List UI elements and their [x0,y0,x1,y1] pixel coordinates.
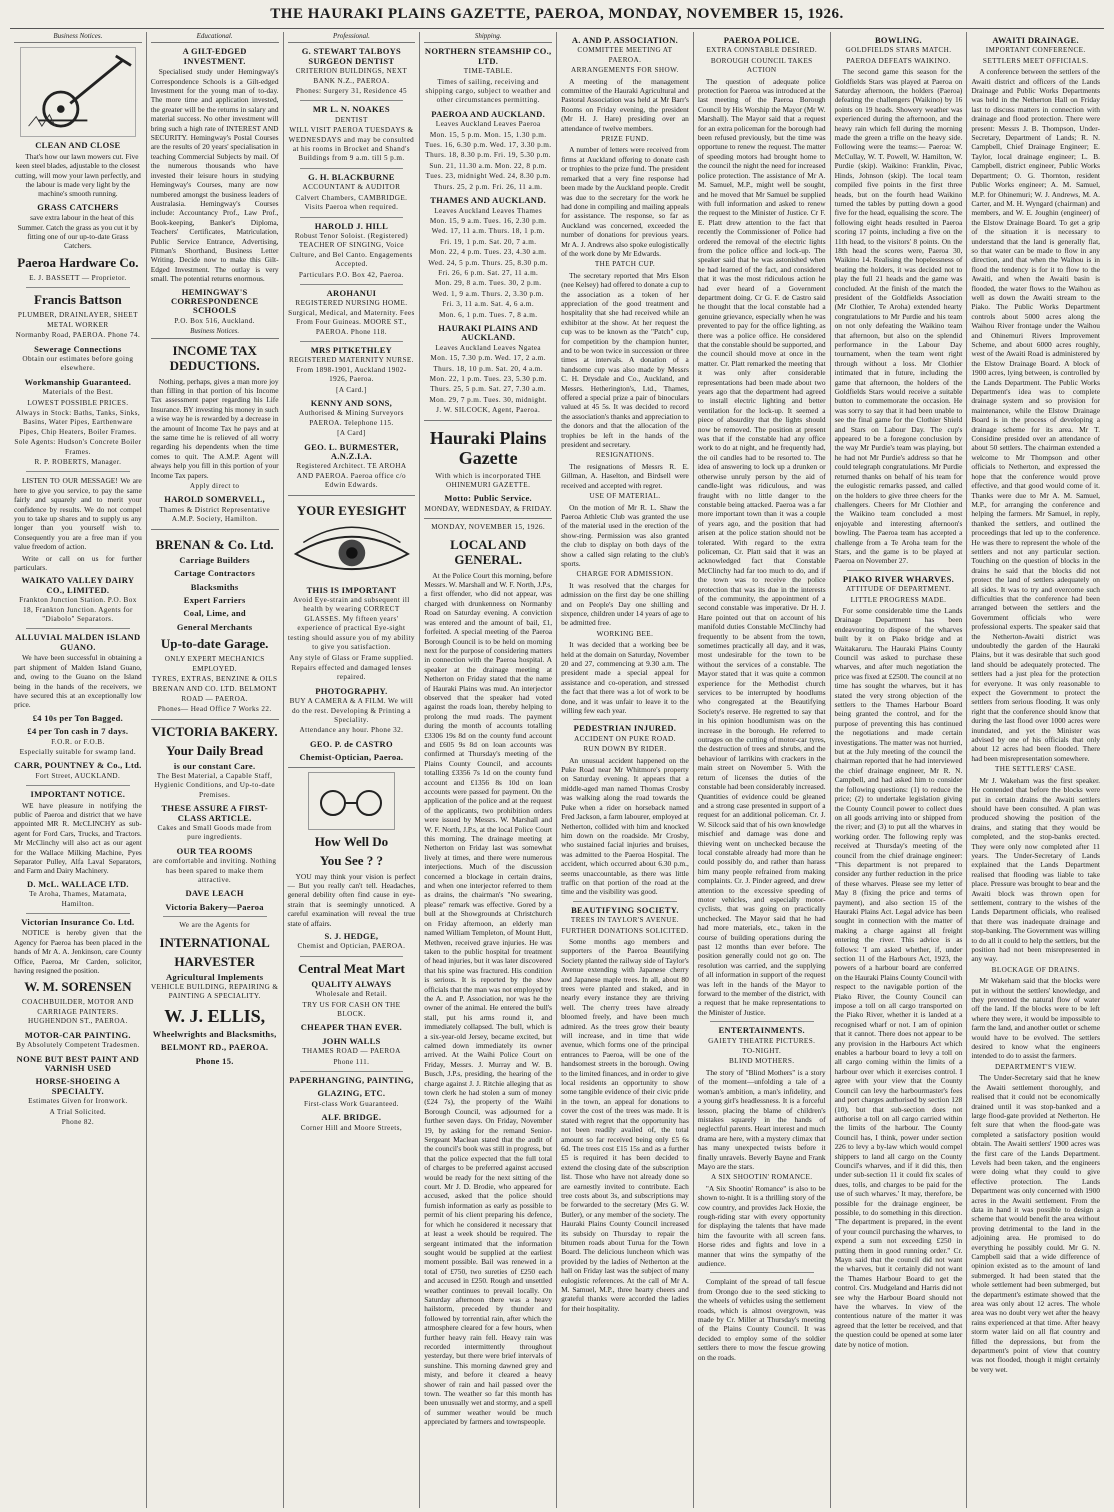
competent: By Absolutely Competent Tradesmen. [16,1041,140,1050]
route-2: THAMES AND AUCKLAND. [430,195,547,206]
tearooms-body: are comfortable and inviting. Nothing has been spared to make them attractive. [152,857,277,885]
police-sub-2: BOROUGH COUNCIL TAKES ACTION [710,56,813,75]
sewer-title: Sewerage Connections [34,343,122,354]
ap-head: RESIGNATIONS. [595,451,655,460]
blackburne-name: G. H. BLACKBURNE [308,171,395,182]
mechanics: ONLY EXPERT MECHANICS EMPLOYED. [164,655,265,673]
columns [10,32,1104,1508]
route-row: Mon. 15, 5 p.m. Mon. 15, 1.30 p.m. [429,130,547,139]
route-row: Tues. 23, midnight Wed. 24, 8.30 p.m. [425,172,551,181]
ent-sub-3: BLIND MOTHERS. [728,1057,795,1066]
brenan-line: Expert Farriers [183,594,246,605]
section-head: Business Notices. [151,327,279,338]
bridge-name: ALF. BRIDGE. [321,1112,382,1123]
route-row: Mon. 22, 4 p.m. Tues. 23, 4.30 a.m. [429,248,547,257]
howwell-2: You See ? ? [319,852,384,868]
guano-note: Especially suitable for swamp land. [19,747,137,756]
lawn-mower-illustration [20,47,136,137]
gilt-title: A GILT-EDGED INVESTMENT. [182,46,247,66]
days: MONDAY, WEDNESDAY, & FRIDAY. [424,504,552,513]
steamship-name: NORTHERN STEAMSHIP CO., LTD. [424,46,552,66]
guano-price-2: £4 per Ton cash in 7 days. [27,726,129,737]
somerville-role: Thames & District Representative A.M.P. Society, Hamilton. [159,505,271,524]
noakes-role: DENTIST [335,115,368,124]
walls-address: THAMES ROAD — PAEROA [302,1047,401,1056]
ped-title: PEDESTRIAN INJURED. [573,723,677,734]
dave: DAVE LEACH [185,888,244,899]
attendance: Attendance any hour. Phone 32. [299,726,404,735]
ent-body: The story of "Blind Mothers" is a story of the moment—unfolding a tale of a woman's ambition, a man's infidelity, and a young girl's headlessness. It is a forceful lesson, placing the blame of children's mistakes squarely in the hands of neglectful parents. Heart interest and much drama are here, with a mystery climax that has many unexpected twists before it finally unravels. Beverly Bayne and Frank Mayo are the stars. [697,1067,826,1171]
cheaper: CHEAPER THAN EVER. [300,1022,403,1033]
motorcar: MOTOR-CAR PAINTING. [24,1029,131,1040]
guano-title: ALLUVIAL MALDEN ISLAND GUANO. [15,632,141,652]
quality: QUALITY ALWAYS [311,978,392,989]
piako-body: For some considerable time the Lands Drainage Department has been endeavouring to dispose of the wharves built by it on Piako bridge and at Waitakaruru. The Hauraki Plains County Council was asked to purchase these wharves, and after much negotiation the price was fixed at £2500. The council at no time has sought the wharves, but it has stated the very strong objection of the settlers to the Thames Harbour Board being granted the control, and for the purpose of preventing this has continued the negotiations and made certain investigations. The matter was not hurried, but at the July meeting of the council the chairman reported that he had interviewed the chief drainage engineer, Mr R. N. Campbell, and had asked him to consider the following questions: (1) to reduce the price; (2) to undertake legislation giving the County Council power to collect dues on all goods arriving into or shipped from the river; and (3) to put all the wharves in working order. The following reply was received at Thursday's meeting of the council from the chief drainage engineer: "This department is not prepared to consider any further reduction in the price of these wharves. Please see my letter of May 8 (fixing the price and terms of payment), and also section 15 of the Hauraki Plains Act. Legal advice has been sought in connection with the matter of making a charge against all freight entering the river. This advice is as follows: 'I am asked whether, if, under section 11 of the Harbours Act, 1923, the powers of a harbour board are conferred on the Hauraki Plains County Council with respect to the navigable portion of the Piako River, the County Council can impose a toll on all cargo transported on the Piako River, whether it is landed at a recognised wharf or not. I am of opinion that it cannot. There does not appear to be any provision in the Harbours Act which enables a harbour board to levy a toll on all cargo coming within the limits of a harbour over which it exercises control. I agree with your view that the County Council can levy the harbourmaster's fees and port charges authorised by section 128 (10), but that sub-section does not authorise a toll on all cargo carried within the limits of the harbour. The County Council has, I think, power under section 226 to levy a by-law which would compel shippers to land all cargo on the County Council's wharves, and if it did this, then under sub-section 11 it could fix scales of dues, tolls, and charges to be paid for the use of such wharves.' It may, therefore, be possible for the drainage engineer, be possible, to do something in this direction. "The department is prepared, in the event of your council purchasing the wharves, to expend a sum not exceeding £250 in putting them in good running order." Cr. Mayn said that the council did not want the wharves, but it certainly did not want the Thames Harbour Board to get the control. Crs. Mudgeland and Harris did not see why the Harbour Board should not have the wharves. In view of the contentious nature of the matter it was agreed that the letter be received, and that the question could be opened at some later date by notice of motion. [834,605,963,1349]
route-row: Wed. 17, 11 a.m. Thurs. 18, 1 p.m. [431,227,545,236]
brenan-line: General Merchants [176,621,253,632]
kenny-card: [A Card.] [336,385,367,394]
masthead-rule [10,28,1104,29]
bowl-title: BOWLING. [874,35,922,45]
motto: Motto: Public Service. [444,493,532,504]
arohanui-body: REGISTERED NURSING HOME. Surgical, Medical, and Maternity. Fees From Four Guineas. MOORE ST., PAEROA. Phone 118. [288,299,415,336]
tax-body: Nothing, perhaps, gives a man more joy than filling in that portion of his Income Tax assessment paper regarding his Life Insurance. BY investing his money in such a wise way he is rewarded by a decrease in the amount of Income Tax he pays and at the same time he is relieved of all worry regarding his dependents when the time comes to quit. The A.M.P. Agent will always help you fill in this portion of your Income Tax papers. [150,376,279,480]
ap-sub-2: ARRANGEMENTS FOR SHOW. [571,66,679,75]
column-2 [147,32,284,1508]
brenan-line: Cartage Contractors [174,568,256,579]
blackburne-address: Calvert Chambers, CAMBRIDGE. Visits Paeroa when required. [295,193,408,212]
glazing: GLAZING, ETC. [317,1088,386,1099]
gazette-title: Hauraki Plains Gazette [429,427,547,468]
hill-address: Particulars P.O. Box 42, Paeroa. [298,270,404,279]
dave-role: Victoria Bakery—Paeroa [165,901,264,912]
date: MONDAY, NOVEMBER 15, 1926. [431,523,546,532]
ap-body: On the motion of Mr R. L. Shaw the Paeroa Athletic Club was granted the use of the material used in the erection of the show-ring. Permission was also granted the club to display on both days of the show a called sign relating to the club's sports. [561,502,689,568]
route-row: Sun. 21, 11.30 a.m. Mon. 22, 8 p.m. [429,161,547,170]
ap-head: PRIZE FUND. [601,135,649,144]
agents: We are the Agents for [179,921,251,930]
divider [300,284,404,285]
route-row: Thurs. 25, 5 p.m. Sat. 27, 7.30 a.m. [430,385,547,394]
route-row: Fri. 3, 11 a.m. Sat. 4, 6 a.m. [442,300,535,309]
ap-head: WORKING BEE. [596,629,654,638]
howwell-1: How Well Do [314,833,389,849]
ap-head: THE PATCH CUP. [594,260,656,269]
prices: LOWEST POSSIBLE PRICES. [27,398,129,407]
route-row: Mon. 29, 8 a.m. Tues. 30, 2 p.m. [434,279,542,288]
agri: Agricultural Implements [165,971,264,982]
divider [300,168,404,169]
hardware-name: Paeroa Hardware Co. [17,254,139,270]
arohanui-name: AROHANUI [326,287,377,298]
materials: Materials of the Best. [42,388,114,397]
hedge-name: S. J. HEDGE, [324,931,379,941]
brenan-line: Coal, Lime, and [183,608,246,619]
route-row: Tues. 16, 6.30 p.m. Wed. 17, 3.30 p.m. [424,141,552,150]
burmester-name: GEO. L. BURMESTER, A.N.Z.I.A. [304,441,399,462]
ap-body: The resignations of Messrs R. E. Gillman, A. Haselton, and Birdsell were received and accepted with regret. [561,461,689,490]
somerville: HAROLD SOMERVELL, [164,494,265,505]
ped-sub-2: RUN DOWN BY RIDER. [583,745,667,754]
brenan-line: Blacksmiths [190,581,239,592]
ped-sub: ACCIDENT ON PUKE ROAD. [574,734,676,743]
dairy-address: Frankton Junction Station. P.O. Box 18, Frankton Junction. Agents for "Diabolo" Separators. [19,596,137,624]
silcock: J. W. SILCOCK, Agent, Paeroa. [436,406,541,415]
ap-body: It was resolved that the charges for admission on the first day be one shilling and on People's Day one shilling and sixpence, children under 14 years of age to be admitted free. [561,580,689,628]
noakes-body: WILL VISIT PAEROA TUESDAYS & WEDNESDAYS and may be consulted at his rooms in Brocket and Shand's Buildings from 9 a.m. till 5 p.m. [288,126,415,163]
horse: HORSE-SHOEING A SPECIALTY. [35,1076,121,1096]
section-head: Professional. [288,32,416,43]
gazette-banner [424,420,552,520]
noakes-name: MR L. N. NOAKES [312,104,390,115]
ap-body: A number of letters were received from firms at Auckland offering to donate cash or trophies to the prize fund. The president remarked that a very fine response had been made by the Auckland people. Credit was due to the secretary for the work he had done in compiling and mailing appeals for assistance. The response, so far as Auckland was concerned, exceeded the number of donations for previous years. Mr A. J. Andrews also spoke eulogistically of the work done by Mr Edwards. [561,145,689,258]
victorian-title: Victorian Insurance Co. Ltd. [21,917,135,928]
glass: Any style of Glass or Frame supplied. [289,653,414,662]
clean-body: That's how our lawn mowers cut. Five keen steel blades, adjustable to the closest cutting, will mow your lawn perfectly, and the labour is made very light by the machine's smooth running. [14,151,141,199]
harvester-1: INTERNATIONAL [159,934,270,950]
route-row: Thurs. 25, 2 p.m. Fri. 26, 11 a.m. [433,182,543,191]
brenan-phones: Phones— Head Office 7 Works 22. [157,705,272,714]
divider [300,1071,404,1072]
listen-body: LISTEN TO OUR MESSAGE! We are here to give you service, to pay the same fairly and squarely and to merit your confidence by results. We do not compel you to take up shares and to supply us any longer than you yourself wish to. Consequently you are a free man if you value freedom of action. [14,476,142,552]
bread-line-1: Your Daily Bread [166,742,264,758]
paper: PAPERHANGING, PAINTING, [289,1075,414,1086]
ent-sub: GAIETY THEATRE PICTURES. [708,1036,816,1045]
divider [573,901,677,902]
bread-line-2: is our constant Care. [173,760,256,771]
ap-body: The secretary reported that Mrs Elson (nee Kelsey) had offered to donate a cup to the association as a token of her appreciation of the good treatment and hospitality that she had received while an exhibitor at the show. At her request the cup was to be known as the "Patch" cup, for competition by the champion hunter, and to be won twice in succession or three times at intervals. A donation of a handsome cup was also made by Messrs C. H. Drysdale and Co., Auckland, and Messrs. Hetherington's, Ltd., Thames, offered a special prize a pair of binoculars valued at 45 5s. It was decided to record the association's thanks and appreciation to the donors and that the allocation of the trophies be left in the hands of the president and secretary. [561,270,689,450]
beaut-sub-2: FURTHER DONATIONS SOLICITED. [561,926,689,935]
burmester-card: [A Card] [337,429,366,438]
column-3 [284,32,421,1508]
piako-sub: ATTITUDE OF DEPARTMENT. [845,585,952,594]
hill-body: Robust Tenor Soloist. (Registered) TEACHER OF SINGING, Voice Culture, and Bel Canto. Engagements Accepted. [290,231,413,269]
ellis-trade: Wheelwrights and Blacksmiths, [152,1028,277,1039]
eye-illustration [290,522,414,582]
guano-price-1: £4 10s per Ton Bagged. [32,712,124,723]
route-2-head: Leaves Auckland Leaves Thames [434,206,543,215]
piako-sub-2: LITTLE PROGRESS MADE. [850,595,947,604]
drain-body: The Under-Secretary said that he knew the Awaiti settlement thoroughly, and realised that it could not be economically drained until it was stop-banked and a large flood-gate provided at Netherton. He felt sure that when the flood-gate was completed a satisfactory position would obtain. The Awaiti settlers' 1900 acres was the first care of the Lands Department. Levels had been taken, and the engineers were doing what they could to give effective protection. The Lands Department was only concerned with 1900 acres in the Awaiti settlement. From the data in hand it was possible to design a scheme that would benefit the area without proving detrimental to the land in the adjoining area. He promised to do everything he possibly could. Mr G. N. Campbell said that a wide difference of opinion existed as to the amount of land submerged. It had been stated that the whole settlement had been submerged, but the department's estimate showed that the area was only about 12 acres. The whole area was no doubt very wet after the heavy rains experienced at that time. After heavy storm water laid on all flat country and filled the depressions, but from the department's point of view that country was not flooded, though it might certainly be very wet. [971,1073,1100,1374]
brenan-name: BRENAN & Co. Ltd. [155,536,274,552]
wallace-name: D. McL. WALLACE LTD. [26,878,129,889]
these: THESE ASSURE A FIRST-CLASS ARTICLE. [161,803,268,823]
divider [300,100,404,101]
ellis-address: BELMONT RD., PAEROA. [160,1042,269,1053]
battson-address: Normanby Road, PAEROA. Phone 74. [15,331,141,340]
ellis-name: W. J. ELLIS, [164,1005,266,1026]
drain-sub: IMPORTANT CONFERENCE. [985,46,1086,55]
bowl-body: The second game this season for the Goldfields Stars was played at Paeroa on Saturday afternoon, the holders (Paeroa) defeating the challengers (Waikino) by 16 points on 19 heads. Showery weather was experienced during the afternoon, and the heavy rain which fell during the morning made the green a trifle on the heavy side. Following were the teams:— Paeroa: W. McCullay, W. T. Powell, W. Hamilton, W. Purdie (skip). Waikino: Franklin, Pivac, Hinds, Johnson (skip). The local team compiled five points in the first three heads, but on the fourth head Waikino turned the tables by putting down a good five for the head, equalising the score. The following eight heads resulted in Paeroa scoring 17 points, including a five on the 11th head, to the visitors' 8 points. On the 18th head the scores were, Paeroa 30, Waikino 14. Realising the hopelessness of beating the holders, it was decided not to play the full 21 heads and the game was concluded. At the finish of the match the president of the Goldfields Association (Mr Clothier, Te Aroha) extended hearty congratulations to Mr Purdie and his team on not only defeating the Waikino team that afternoon, but also on the splendid performance in the Labour Day tournament, when the team went right through without a loss. Mr Clothier intimated that in future, including the game that afternoon, the holders of the Goldfields Stars would receive a suitable button to commemorate the occasion. He was sorry to say that it had been unable to see the final game for the Clothier Shield and Stars on Labour Day. The cup's appeared to be a foregone conclusion by the way Mr Purdie's team was playing, but he had not Mr Purdie's address so that he could telegraph congratulations. Mr Purdie returned thanks on behalf of his team for the eulogistic remarks passed, and called on the holders to give three cheers for the challengers. Cheers for Mr Clothier and the Waikino team concluded a most enjoyable and interesting afternoon's bowling. The Paeroa team has accepted a challenge from a Te Aroha team for the Stars, and the game is to be played at Paeroa on November 27. [834,67,963,566]
clean-title: CLEAN AND CLOSE [35,140,121,151]
garage-title: Up-to-date Garage. [160,636,269,652]
drain-title: AWAITI DRAINAGE. [992,35,1079,45]
sorensen-trade: COACHBUILDER, MOTOR AND CARRIAGE PAINTERS. HUGHENDON ST., PAEROA. [21,998,134,1026]
divider [847,570,951,571]
police-title: PAEROA POLICE. [723,35,800,45]
route-row: Mon. 15, 7.30 p.m. Wed. 17, 2 a.m. [430,354,546,363]
paint: NONE BUT BEST PAINT AND VARNISH USED [16,1053,140,1073]
masthead: THE HAURAKI PLAINS GAZETTE, PAEROA, MONDAY, NOVEMBER 15, 1926. [270,6,844,22]
blackburne-role: ACCOUNTANT & AUDITOR [302,183,401,192]
ap-body: A meeting of the management committee of the Hauraki Agricultural and Pastoral Association was held at Mr Barr's Rooms on Friday evening, the president (Mr H. J. Hare) presiding over an attendance of twelve members. [561,76,689,133]
sewer-body: Obtain our estimates before going elsewhere. [22,354,134,373]
eye-icon [290,524,414,580]
hemingway-address: P.O. Box 516, Auckland. [174,316,255,325]
ellis-phone: Phone 15. [195,1055,234,1066]
eyesight-ad [288,495,416,768]
section-head: Shipping. [424,32,552,43]
route-1-head: Leaves Auckland Leaves Paeroa [435,120,541,129]
drain-head: DEPARTMENT'S VIEW. [995,1062,1077,1071]
grass-body: save extra labour in the heat of this Summer. Catch the grass as you cut it by fitting one of our up-to-date Grass Catchers. [17,213,139,251]
wholesale: Wholesale and Retail. [315,990,388,999]
brenan-ad [151,529,279,720]
divider [300,956,404,957]
stock: Always in Stock: Baths, Tanks, Sinks, Basins, Water Pipes, Earthenware Pipes, Chip Heaters, Boiler Frames. [15,408,141,436]
divider [300,341,404,342]
victorian-body: NOTICE is hereby given that the Agency for Paeroa has been placed in the hands of Mr A. A. Jenkinson, care County Office, Paeroa, Mr Carden, solicitor, having resigned the position. [14,928,142,976]
walls-phone: Phone 111. [333,1057,370,1066]
ent-sub-4: A SIX SHOOTIN' ROMANCE. [710,1173,813,1182]
central-title: Central Meat Mart [297,960,405,976]
route-row: Mon. 29, 7 p.m. Tues. 30, midnight. [429,395,547,404]
ent-title: ENTERTAINMENTS. [718,1025,805,1036]
bread-body: The Best Material, a Capable Staff, Hygienic Conditions, and Up-to-date Premises. [154,771,275,799]
carr-address: Fort Street, AUCKLAND. [35,771,121,780]
hill-name: HAROLD J. HILL [314,220,389,231]
route-3: HAURAKI PLAINS AND AUCKLAND. [438,322,539,343]
ped-body: An unusual accident happened on the Puke Road near Mr Whitmore's property on Saturday evening. It appears that a middle-aged man named Thomas Crosby was walking along the road towards the Puke when a rider on horseback named Fred Jackson, a farm labourer, employed at Netherton, collided with him and knocked him down on the roadside. Mr Crosby, who sustained facial injuries and bruises, was admitted to the Paeroa Hospital. The accident, which occurred about 6.30 p.m., seems unaccountable, as there was little traffic on that portion of the road at the time and the visibility was good. [561,755,689,897]
carr-name: CARR, POUNTNEY & Co., Ltd. [14,760,142,771]
divider [300,217,404,218]
local-title: LOCAL AND GENERAL. [450,536,527,567]
wallace-address: Te Aroha, Thames, Matamata, Hamilton. [29,890,127,908]
apply: Apply direct to [189,482,240,491]
divider [26,471,130,472]
important-body: WE have pleasure in notifying the public of Paeroa and district that we have appointed MR R. McCLINCHY as sub-agent for Ford Cars, Trucks, and Tractors. Mr McClinchy will also act as our agent for the Wallace Milking Machine, Pyes Separator Pulley, Alfa Laval Separators, and Farm and Dairy Machinery. [14,800,142,876]
bowl-sub: GOLDFIELDS STARS MATCH. [845,46,952,55]
sorensen-name: W. M. SORENSEN [24,979,132,995]
tyres: TYRES, EXTRAS, BENZINE & OILS [151,674,278,683]
brenan-line: Carriage Builders [179,554,250,565]
harvester-2: HARVESTER [174,953,255,969]
ent-sub-2: TO-NIGHT. [742,1047,782,1056]
kenny-body: Authorised & Mining Surveyors PAEROA. Telephone 115. [298,409,404,427]
ap-head: USE OF MATERIAL. [589,492,661,501]
dairy-name: WAIKATO VALLEY DAIRY CO., LIMITED. [21,575,135,595]
divider [710,1272,814,1273]
brenan-full: BRENAN AND CO. LTD. BELMONT ROAD — PAEROA. [152,685,277,703]
photo-title: PHOTOGRAPHY. [315,685,388,696]
trial: A Trial Solicited. [49,1107,107,1116]
bridge-address: Corner Hill and Moore Streets, [300,1123,403,1132]
howwell-body: YOU may think your vision is perfect — But you really can't tell. Headaches, general debility often find cause in eye-strain that is seemingly unnoticed. A careful examination will reveal the true state of affairs. [287,871,416,928]
talboys-name: G. STEWART TALBOYS SURGEON DENTIST [301,46,402,66]
timetable-note: Times of sailing, receiving and shipping cargo, subject to weather and other circumstances permitting. [425,77,551,105]
manager: R. P. ROBERTS, Manager. [34,457,122,466]
beaut-title: BEAUTIFYING SOCIETY. [571,904,679,915]
police-body: The question of adequate police protection for Paeroa was introduced at the last meeting of the Paeroa Borough Council by His Worship the Mayor (Mr W. Marshall). The Mayor said that a request for an extra policeman for the borough had been refused previously, but the time was opportune to renew the request. The matter of speeding motors had brought home to the council the night the need for increased police protection. The assistance of Mr A. M. Samuel, M.P., might well be sought, and he moved that Mr Samuel be supplied with full information and asked to renew the request to the Minister of Justice. Cr F. E. Platt drew attention to the fact that recently the Commissioner of Police had ordered the removal of the electric lights from the police office and lock-up. The speaker said that he was astonished when he had learned of the fact, and considered that it was the most ridiculous action he had ever heard of a Government department doing. Cr G. F. de Castro said he thought that the local constable had a genuine grievance, especially when he was prevented to pay for the office lighting, as there was a police office. He considered that the constable should be supported, and the council should move at once in the matter. Cr. Platt remarked the meeting that it was only after considerable representations had been made about two years ago that the department had agreed to install electric lighting and better ventilation for the lock-up. It seemed a piece of absurdity that the lights should now be removed. The position at present was that if the constable had any office work to do at night, and he frequently had, the oil candles had to be resorted to. The idea of answering to lock up a drunken or otherwise unruly person by the aid of candle-light was ridiculous, and was fraught with no little danger to the constable being attacked. Paeroa was a far more important town than it was a couple of years ago, and the position that had arisen at the police station should not be tolerated. With regard to the extra policeman, Cr. Platt said that it was an acknowledged fact that Constable McClinchy had far too much to do, and if the town was to receive the police protection that was its due in the interests of the community, the appointment of a second constable was imperative. Dr H. J. Hare pointed out that on account of his manifold duties Constable McClinchy had frequently to be absent from the town, sometimes practically all day, and it was, most undesirable for the town to be without the services of a constable. The Mayor stated that it was quite a common experience for the Methodist church services to be interrupted by hoodlums who congregated at the Beautifying Society's reserve. He regretted to say that in his opinion hoodlumism was on the increase in the borough. He referred to outrages on the cutting of motor-car tyres, the destruction of trees and shrubs, and the behaviour of larrikins with crackers in the main street on November 5. With the return of licenses the duties of the constable had been considerably increased. Quantities of evidence could be gleaned and a strong case presented in support of a request for an additional policeman. Cr. J. W. Silcock said that of his own knowledge mischief and damage was done and thieving went on unchecked because the local constable already had more than he could possibly do, and rather than harass him many people refrained from making complaints. Cr. J. Pinder agreed, and drew attention to the excessive speeding of motor vehicles, and especially motor-cyclists, that was going on practically unchecked. The Mayor said that he had had more materials, etc., taken in the course of building operations during the past 12 months than ever before. The position generally could not go on. The resolution was carried, and the supplying of all information in support of the request was left in the hands of the Mayor to forward to the member of the district, with a request that he make representations to the Minister of Justice. [697,76,826,1017]
firstclass: First-class Work Guaranteed. [303,1099,399,1108]
route-row: Mon. 22, 1 p.m. Tues. 23, 5.30 p.m. [429,375,547,383]
divider [573,719,677,720]
section-head: Educational. [151,32,279,43]
spectacles-illustration [308,772,396,830]
important-body: Avoid Eye-strain and subsequent ill health by wearing CORRECT GLASSES. My fifteen years' experience of practical Eye-sight testing should assure you of my ability to give you satisfaction. [287,596,415,652]
piako-title: PIAKO RIVER WHARVES. [842,573,955,584]
burmester-body: Registered Architect. TE AROHA AND PAEROA. Paeroa office c/o Edwin Edwards. [296,462,407,490]
column-1 [10,32,147,1508]
tax-title: INCOME TAX DEDUCTIONS. [169,342,260,373]
divider [26,913,130,914]
ent-body: "A Six Shootin' Romance" is also to be shown to-night. It is a thrilling story of the cow country, and provides Jack Hoxie, the rough-riding star with every opportunity for displaying the talents that have made him the favourite with all screen fans. Horse rides and fights and love in a manner that wins the sympathy of the audience. [697,1183,826,1268]
pitkethley-body: REGISTERED MATERNITY NURSE. From 1898-1901, Auckland 1902-1926, Paeroa. [288,356,414,384]
talboys-phone: Phones: Surgery 31, Residence 45 [295,87,407,96]
police-sub: EXTRA CONSTABLE DESIRED. [706,46,818,55]
route-row: Fri. 26, 6 p.m. Sat. 27, 11 a.m. [438,268,539,277]
timetable-title: TIME-TABLE. [463,67,513,76]
gilt-body: Specialised study under Hemingway's Correspondence Schools is a Gilt-edged Investment for the young man of to-day. The more time and application invested, the greater will be the returns in salary and material success. No other investment will bring such a high rate of INTEREST AND SECURITY. Hemingway's Postal Courses are the results of 20 years' specialisation in teaching Commercial Subjects by mail. Of the numerous thousands who have invested their leisure hours in studying Hemingway's Courses, many are now numbered amongst the business leaders of Australasia. Hemingway's Courses include: Accountancy Prof., Law Prof., Book-keeping, Banker's Diploma, Teachers' Certificates, Matriculation, Public Service Entrance, Advertising, Pitman's Shorthand, Business Letter Writing. Decide now to make this Gilt-Edged Investment. The outlay is very small. The potential returns enormous. [150,67,279,284]
divider [710,1021,814,1022]
workmanship: Workmanship Guaranteed. [24,376,132,387]
phone: Phone 82. [61,1117,95,1126]
section-head: Business Notices. [14,32,142,43]
photo-body: BUY A CAMERA & A FILM. We will do the rest. Developing & Printing a Speciality. [289,697,414,724]
battson-name: Francis Battson [34,292,122,308]
divider [163,916,267,917]
hemingway-name: HEMINGWAY'S CORRESPONDENCE SCHOOLS [170,286,259,316]
important-title: IMPORTANT NOTICE. [30,789,126,800]
castro-role: Chemist-Optician, Paeroa. [299,752,404,763]
gazette-sub: With which is incorporated THE OHINEMURI GAZETTE. [435,471,542,490]
route-row: Wed. 24, 5 p.m. Thurs. 25, 8.30 p.m. [428,258,549,267]
ap-sub: COMMITTEE MEETING AT PAEROA. [577,46,673,64]
ap-body: It was decided that a working bee be held at the domain on Saturday, November 20 and 27, commencing at 9.30 a.m. The president made a special appeal for assistance and co-operation, and stressed the fact that there was a lot of work to be done, and it was unfair to leave it to the willing few each year. [561,640,689,716]
drain-head: BLOCKAGE OF DRAINS. [991,965,1080,974]
castro-name: GEO. P. de CASTRO [309,738,393,749]
drain-body: Mr J. Wakeham was the first speaker. He contended that before the blocks were put in certain drains the Awaiti settlers should have been consulted. A plan was produced showing the position of the drains, and stating that they would be completed, and the stop-banks erected. They were only now completed after 11 years. The Under-Secretary of Lands explained that the Lands Department realised that flooding was liable to take place. Pressure was brought to bear and the Awaiti block was thrown open for settlement, contrary to the wishes of the Lands Department officials, who realised that there was inadequate drainage and stop-banking. The Government was willing to do all it could to help the settlers, but the position had not been misrepresented in any way. [971,775,1100,964]
hedge-role: Chemist and Optician, PAEROA. [297,942,406,951]
spectacles-icon [311,781,391,821]
hardware-proprietor: E. J. BASSETT — Proprietor. [29,273,127,282]
route-1: PAEROA AND AUCKLAND. [431,108,546,119]
ent-body: Complaint of the spread of tall fescue from Orongo due to the seed sticking to the wheels of vehicles using the settlement roads, which is almost overgrown, was made by Cr. Miller at Thursday's meeting of the Plains County Council. It was decided to employ some of the soldier settlers there to mow the fescue growing on the roads. [697,1277,826,1362]
talboys-address: CRITERION BUILDINGS, NEXT BANK N.Z., PAEROA. [295,67,408,85]
walls-name: JOHN WALLS [322,1035,381,1046]
route-row: Thurs. 18, 10 p.m. Sat. 20, 4 a.m. [433,364,543,373]
route-row: Wed. 1, 9 a.m. Thurs. 2, 3.30 p.m. [432,289,544,298]
lawn-mower-icon [21,52,135,132]
eyesight-title: YOUR EYESIGHT [296,502,407,518]
battson-trade: PLUMBER, DRAINLAYER, SHEET METAL WORKER [17,311,138,329]
route-row: Mon. 15, 9 a.m. Tues. 16, 2.30 p.m. [429,216,547,225]
drain-sub-2: SETTLERS MEET OFFICIALS. [982,56,1089,65]
divider [26,287,130,288]
column-4 [420,32,557,1508]
route-3-head: Leaves Auckland Leaves Ngatea [435,343,541,352]
write-note: Write or call on us for further particulars. [14,553,142,573]
column-8 [967,32,1104,1508]
cakes: Cakes and Small Goods made from pure ingredients. [157,824,272,842]
column-5 [557,32,694,1508]
repairs: Repairs effected and damaged lenses repaired. [291,663,412,682]
route-row: Fri. 19, 1 p.m. Sat. 20, 7 a.m. [439,237,537,246]
ap-title: A. AND P. ASSOCIATION. [571,35,679,45]
beaut-body: Some months ago members and supporters of the Paeroa Beautifying Society planted the railway side of Taylor's Avenue extending with Japanese cherry and Japanese maple trees. In all, about 80 trees were planted and staked, and in nearly every instance they are thriving well. The cherry trees have already bloomed freely, and have been much admired. As the trees grow their beauty will increase, and in time that wide avenue, which forms one of the principal entrances to Paeroa, will be one of the handsomest streets in the borough. Owing to the limited finances, and in order to give local residents an opportunity to show some tangible evidence of their civic pride in the town, an appeal for donations to cover the cost of the trees was made. It is stated with regret that the opportunity has not been readily availed of, the total amount so far received being only £5 6s 6d. The trees cost £15 15s and as a further £5 is required it has been decided to extend the closing date of the subscription list. Those who have not already done so are earnestly invited to contribute. Each tree costs about 3s, and subscriptions may be forwarded to the secretary (Mrs G. W. Butler), or any member of the society. The Hauraki Plains County Council increased its subsidy on Thursday to repair the bitumen roads about Turua for the Town Board. The delicious luncheon which was provided by the ladies of Netherton at the hall on Friday last was the subject of many eulogistic references. At the call of Mr A. M. Samuel, M.P., three hearty cheers and grateful thanks were accorded the ladies for their hospitality. [561,936,689,1313]
tearooms: OUR TEA ROOMS [176,845,253,856]
sole-agents: Sole Agents: Hudson's Concrete Boiler Frames. [14,438,142,456]
grass-title: GRASS CATCHERS [37,201,119,212]
bowl-sub-2: PAEROA DEFEATS WAIKINO. [846,56,951,65]
drain-body: Mr Wakeham said that the blocks were put in without the settlers' knowledge, and they prevented the natural flow of water off the land. If the blocks were to be left where they were, it would be impossible to farm the land, and another outlet or scheme would have to be evolved. The settlers desired to know what the engineers intended to do to assist the farmers. [971,976,1100,1061]
divider [26,785,130,786]
drain-body: A conference between the settlers of the Awaiti district and officers of the Lands Drainage and Public Works Departments was held in the Netherton Hall on Friday last to discuss matters in connection with drainage and flood protection. There were present: Messrs J. B. Thompson, Under-Secretary, Department of Lands; R. N. Campbell, Chief Drainage Engineer; E. Taylor, local drainage engineer; L. B. Campbell, district engineer, Public Works Department; O. G. Thornton, resident Public Works engineer; A. M. Samuel, M.P. for Ohinemuri; W. J. Andrews, M. A. Carter, and M. H. Wyngard (chairman) and members, and W. E. Joughin (engineer) of the Elstow Drainage Board. To get a grip of the situation it is necessary to understand that the land is generally flat, so that water can be made to flow in any direction, and that when the Waihou is in flood the tendency is for it to flow to the Awaiti, and when the Awaiti basin is flooded, the water flows to the Waihou as well as down the Awaiti stream to the Piako. The Public Works Department controls about 5000 acres along the Waihou River frontage under the Waihou and Ohinemuri Rivers Improvement Scheme, and about 6000 acres roughly, west of the Awaiti Road is administered by the Elstow Drainage Board. A block of 1900 acres, lying between, is controlled by the Lands Department. The Public Works Department's idea was to complete drainage system and so provision for maintenance, while the Elstow Drainage Board is in the process of developing a drainage scheme for its area. Mr T. Considine presided over an attendance of about 50 settlers. The chairman extended a welcome to Mr Thompson and other officials to Netherton, and expressed the hope that the conference would prove effective, and that good would come of it. Thanks were due to Mr A. M. Samuel, M.P., for arranging the conference and helping the farmers. Mr Samuel, in reply, thanked the settlers, and outlined the proceedings that led up to the conference. He was there to represent the whole of the settlers and not any particular section. Touching on the question of blocks in the drains he said that the blocks did not protect the land of settlers adequately on all sides. It was to try and overcome such difficulties that the conference had been arranged between the settlers and the Government officials who were professional experts. The speaker said that the Netherton-Awaiti district was undoubtedly the garden of the Hauraki Plains, but it was desirable that such good land should be adequately protected. The settlers had a just plea for the protection for everyone. It was only reasonable to expect the Government to protect the settlers from serious flooding. It was only right that the conference should know that during the last flood over 1000 acres were inundated, and yet the Minister was advised by one of his officials that only about 12 acres had been flooded. There had been misrepresentation somewhere. [971,67,1100,763]
ap-head: CHARGE FOR ADMISSION. [576,570,674,579]
column-6 [694,32,831,1508]
column-7 [831,32,968,1508]
important-title: THIS IS IMPORTANT [306,584,397,595]
trycash: TRY US FOR CASH ON THE BLOCK. [302,1000,401,1019]
beaut-sub: TREES IN TAYLOR'S AVENUE. [570,916,679,925]
pitkethley-name: MRS PITKETHLEY [310,344,393,355]
guano-body: We have been successful in obtaining a part shipment of Malden Island Guano, and, owing to the Guano on the Island being in the hands of the receivers, we have secured this at an exceptionally low price. [14,653,142,710]
kenny-name: KENNY AND SONS, [310,398,393,408]
guano-fob: F.O.R. or F.O.B. [51,737,105,746]
route-row: Mon. 6, 1 p.m. Tues. 7, 8 a.m. [438,310,538,319]
route-row: Thurs. 18, 8.30 p.m. Fri. 19, 5.30 p.m. [425,151,551,160]
drain-head: THE SETTLERS' CASE. [994,765,1077,774]
bakery-name: VICTORIA BAKERY. [151,723,278,739]
divider [26,628,130,629]
estimates: Estimates Given for Ironwork. [28,1097,128,1106]
local-body: At the Police Court this morning, before Messrs. W. Marshall and W. F. North, J.P.s, a first offender, who did not appear, was charged with drunkenness on Normanby Road on Saturday evening. A conviction was entered and the amount of bail, £1, forfeited. A special meeting of the Paeroa Borough Council is to be held on morning next for the purpose of considering matters in connection with the Paeroa hospital. A speaker at the drainage meeting at Netherton on Friday stated that the name of Hauraki Plains was mud. An interjector observed that the speaker had voted against the roads loan, thereby helping to prolong the mud roads. The payment during the month of accounts totalling £3306 19s 8d on the county fund account and £605 9s 8d on loan accounts was confirmed at Thursday's meeting of the Plains County Council, and accounts totalling £3356 7s 1d on the county fund account and £1356 8s 10d on loan accounts were passed for payment. On the application of the police and at the request of the applicants, two prohibition orders were issued by Messrs. W. Marshall and W. F. North, J.P.s, at the local Police Court this morning. The drainage meeting at Netherton on Friday last was somewhat lively at times, and there were numerous interjections. Much of the discussion concerned a blockage in certain drains, and when one interjector referred to them as drains, the chairman's "No swearing, please" remark was effective. Gored by a bull at the Showgrounds at Christchurch on Friday afternoon, an elderly man named William Templeton, of Mount Hutt, Methven, received grave injuries. He was taken to the public hospital for treatment of head injuries, but it was later discovered that his spine was fractured. His condition is serious. It is reported by the show officials that the man was not employed by the A. and P. Association, nor was he the owner of the animal. He entered the bull's stall, put his arms round it, and immediately collapsed. The bull, which is a six-year-old Jersey, became excited, but calmed down immediately its owner arrived. At the Waihi Police Court on Friday, Messrs. J. Murray and W. B. Busch, J.P.s, presiding, the hearing of the charge against J. J. Ritchie alleging that as town clerk he had stolen a sum of money (£24 7s), the property of the Waihi Borough Council, was adjourned for a further seven days. On Friday, November 19, by asking for the remand Senior-Sergeant Maclean stated that the audit of the council's book was still in progress, but that the police expected that the full total of charges to be preferred against accused would be ready for the next sitting of the court. Mr J. D. Brodie, who appeared for accused, asked that the police should furnish information as early as possible to permit of his client preparing his defence, for which he considered it necessary that at least a week should be required. The sergeant intimated that the information sought would be supplied at the earliest moment possible. Bail was renewed in a total of £750, two sureties of £250 each and accused in £250. Rough and unsettled weather continues to prevail locally. On Saturday afternoon there was a heavy hailstorm, preceded by thunder and followed by torrential rain, after which the atmosphere cleared for a few hours, when further heavy rain fell. Heavy rain was recorded intermittently throughout yesterday, but there were brief intervals of sunshine. This morning dawned grey and misty, and before it cleared a heavy shower of rain and hail passed over the town. The weather so far this month has been unusually wet and stormy, and a spell of summer weather would be much appreciated by farmers and townspeople. [424,570,553,1427]
vehicle: VEHICLE BUILDING, REPAIRING & PAINTING A SPECIALITY. [150,983,279,1001]
